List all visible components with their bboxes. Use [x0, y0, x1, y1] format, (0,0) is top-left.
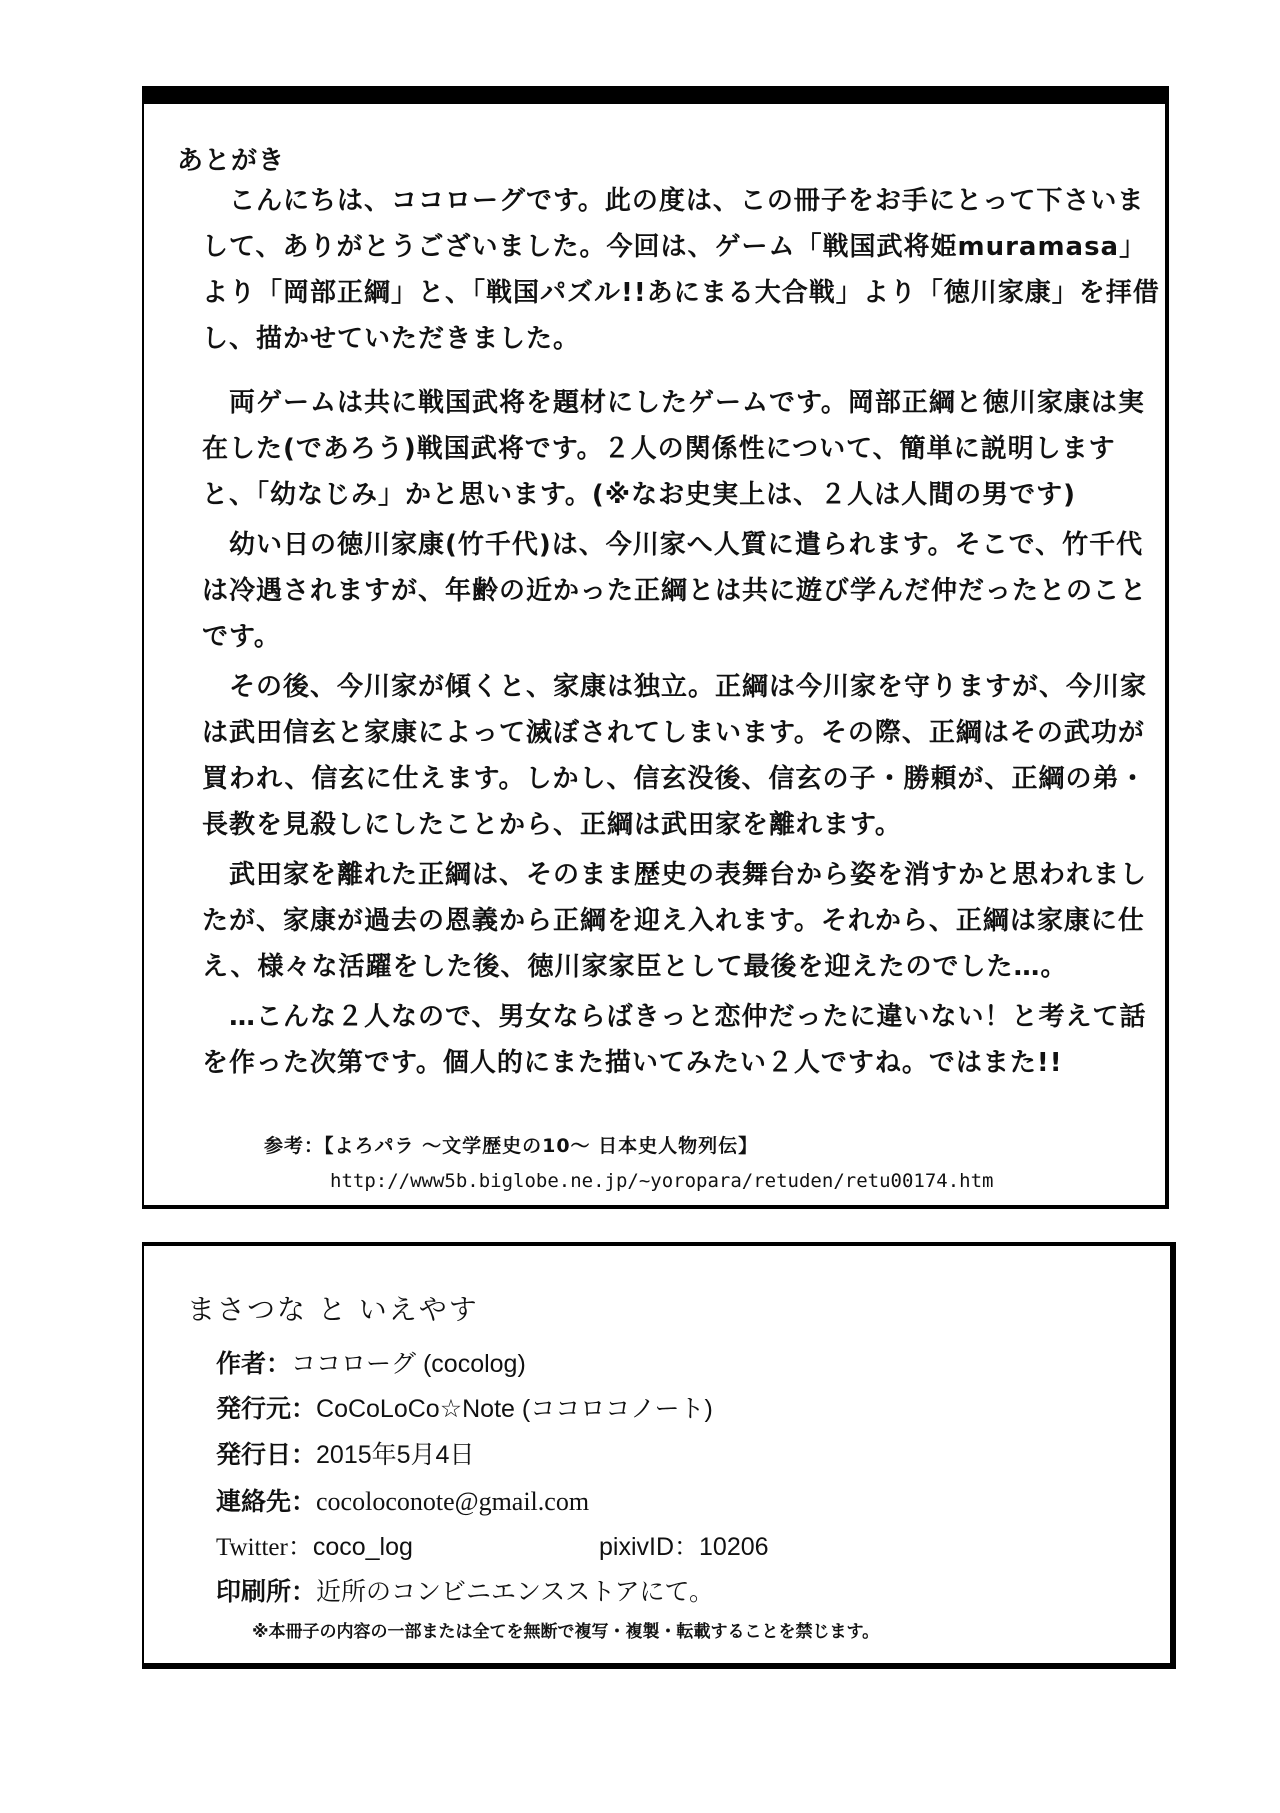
date-value: 2015年5月4日 [316, 1441, 475, 1469]
contact-email: cocoloconote@gmail.com [316, 1487, 590, 1516]
twitter-label: Twitter： [216, 1534, 313, 1561]
afterword-paragraph-4: その後、今川家が傾くと、家康は独立。正綱は今川家を守りますが、今川家は武田信玄と家康によって滅ぼされてしまいます。その際、正綱はその武功が買われ、信玄に仕えます。しかし、信玄没後、信玄の子・勝頼が、正綱の弟・長教を見殺しにしたことから、正綱は武田家を離れます。 [202, 672, 1148, 840]
contact-row [216, 1482, 589, 1518]
author-label: 作者： [216, 1349, 292, 1378]
publisher-label: 発行元： [216, 1394, 317, 1423]
pixiv-id: pixivID：10206 [599, 1533, 769, 1561]
date-label: 発行日： [216, 1440, 317, 1469]
afterword-paragraph-1: こんにちは、ココローグです。此の度は、この冊子をお手にとって下さいまして、ありがとうございました。今回は、ゲーム「戦国武将姫muramasa」より「岡部正綱」と、「戦国パズル!!あにまる大合戦」より「徳川家康」を拝借し、描かせていただきました。 [202, 186, 1160, 354]
printer-label: 印刷所： [216, 1577, 317, 1606]
author-value: ココローグ (cocolog) [291, 1350, 526, 1378]
publisher-row [216, 1389, 713, 1425]
afterword-paragraph-2: 両ゲームは共に戦国武将を題材にしたゲームです。岡部正綱と徳川家康は実在した(であろう)戦国武将です。２人の関係性について、簡単に説明しますと、「幼なじみ」かと思います。(※なお史実上は、２人は人間の男です) [202, 388, 1145, 510]
colophon-title: まさつな と いえやす [187, 1293, 479, 1326]
afterword-paragraph-6: …こんな２人なので、男女ならばきっと恋仲だったに違いない！と考えて話を作った次第です。個人的にまた描いてみたい２人ですね。ではまた!! [202, 1002, 1147, 1078]
printer-value: 近所のコンビニエンスストアにて。 [316, 1578, 715, 1606]
afterword-paragraph-3: 幼い日の徳川家康(竹千代)は、今川家へ人質に遣られます。そこで、竹千代は冷遇されますが、年齢の近かった正綱とは共に遊び学んだ仲だったとのことです。 [202, 530, 1148, 652]
afterword-heading: あとがき [177, 146, 286, 176]
author-row [216, 1344, 526, 1380]
colophon-box [142, 1242, 1176, 1669]
twitter-row [216, 1527, 769, 1563]
reference-label: 参考：【よろパラ ～文学歴史の10～ 日本史人物列伝】 [264, 1135, 759, 1157]
reference-url: http://www5b.biglobe.ne.jp/~yoropara/retuden/retu00174.htm [330, 1170, 994, 1192]
copyright-notice: ※本冊子の内容の一部または全てを無断で複写・複製・転載することを禁じます。 [252, 1622, 880, 1642]
printer-row [216, 1572, 714, 1608]
afterword-paragraph-5: 武田家を離れた正綱は、そのまま歴史の表舞台から姿を消すかと思われましたが、家康が過去の恩義から正綱を迎え入れます。それから、正綱は家康に仕え、様々な活躍をした後、徳川家家臣として最後を迎えたのでした…。 [202, 860, 1148, 982]
afterword-body [202, 178, 1162, 1086]
afterword-box [142, 86, 1169, 1209]
date-row [216, 1435, 474, 1471]
contact-label: 連絡先： [216, 1487, 317, 1516]
twitter-value: coco_log [312, 1533, 413, 1561]
publisher-value: CoCoLoCo☆Note (ココロコノート) [316, 1395, 713, 1423]
